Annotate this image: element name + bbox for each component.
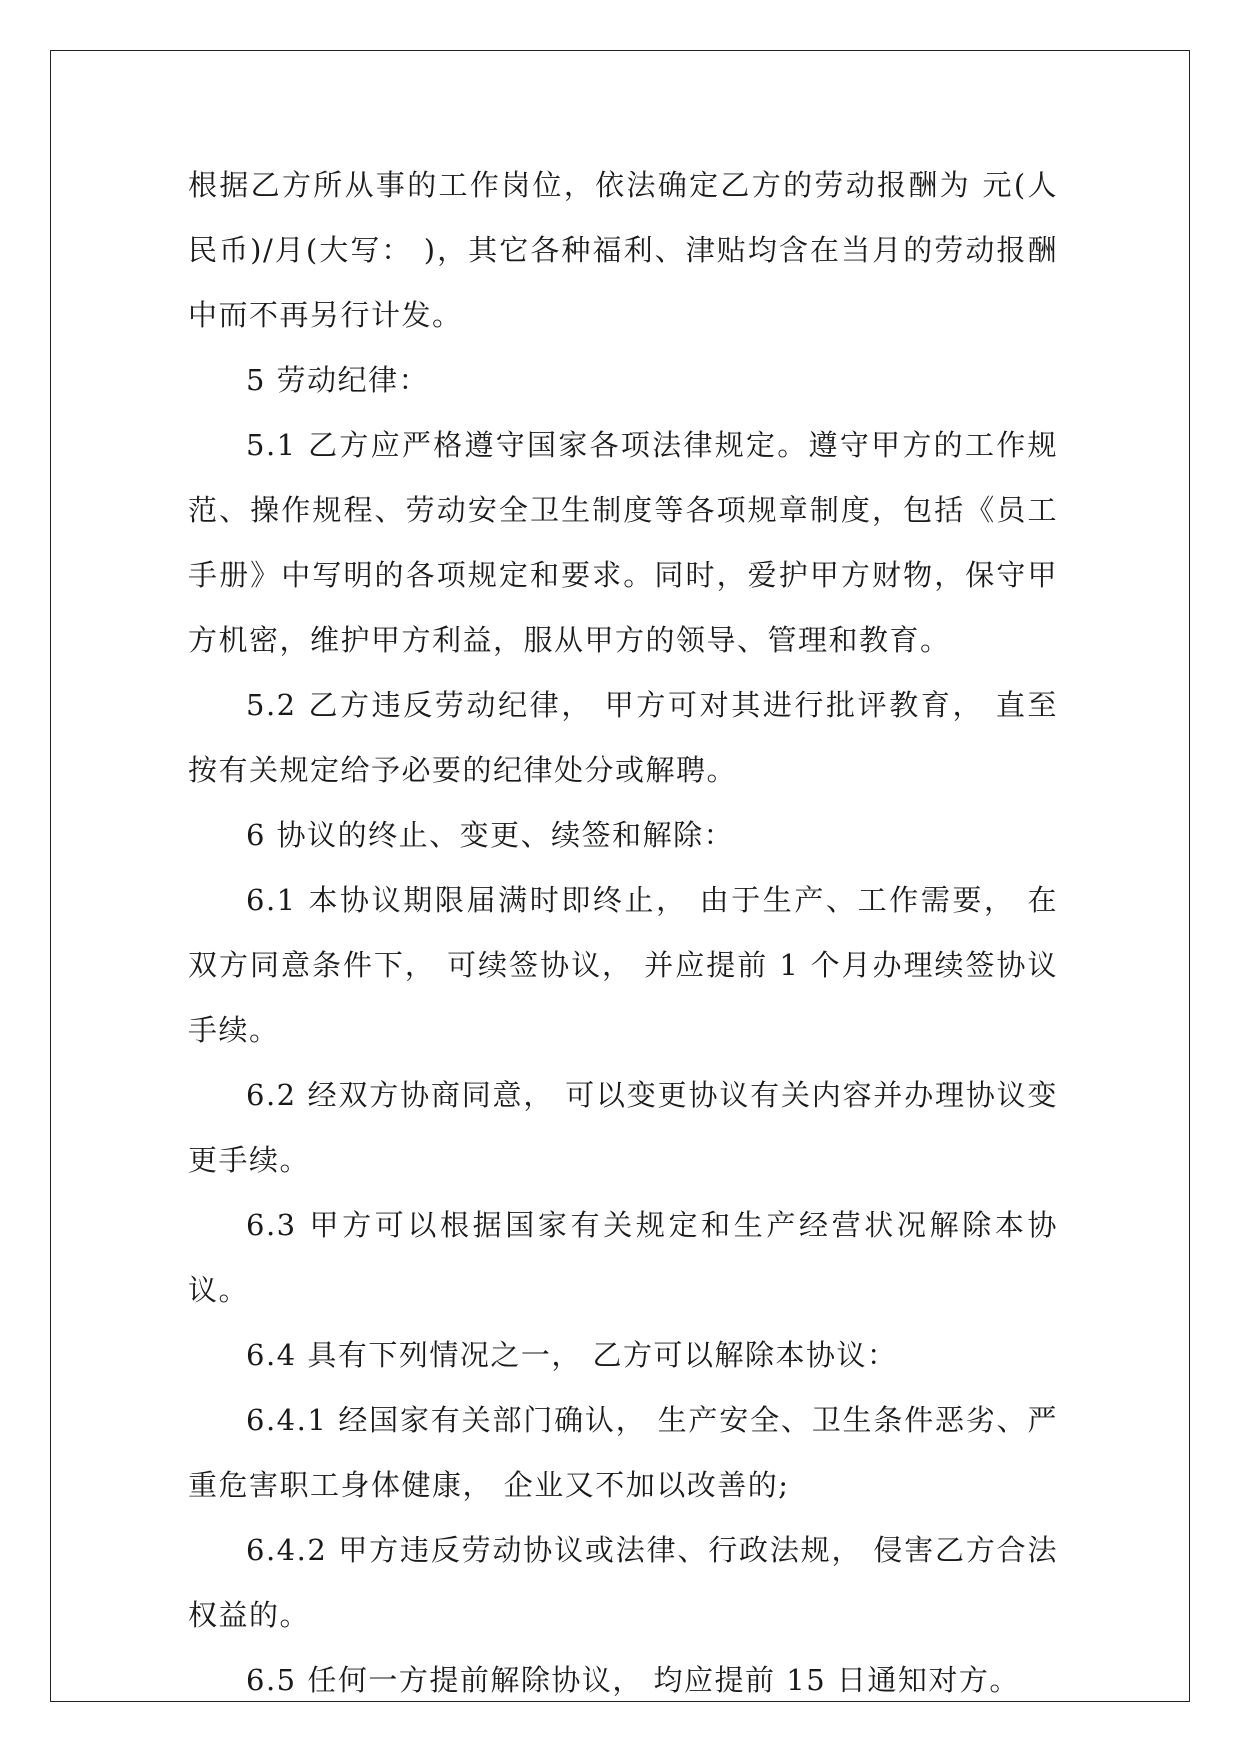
clause-5-2: 5.2 乙方违反劳动纪律， 甲方可对其进行批评教育， 直至按有关规定给予必要的纪律处分或解聘。 xyxy=(188,688,1058,787)
clause-6-4: 6.4 具有下列情况之一， 乙方可以解除本协议： xyxy=(246,1338,898,1372)
paragraph-salary: 根据乙方所从事的工作岗位，依法确定乙方的劳动报酬为 元(人民币)/月(大写： )，其它各种福利、津贴均含在当月的劳动报酬中而不再另行计发。 xyxy=(188,168,1058,332)
heading-termination: 6 协议的终止、变更、续签和解除： xyxy=(246,818,735,852)
clause-6-5: 6.5 任何一方提前解除协议， 均应提前 15 日通知对方。 xyxy=(246,1663,1020,1697)
document-body xyxy=(188,153,1058,1713)
clause-6-1: 6.1 本协议期限届满时即终止， 由于生产、工作需要， 在双方同意条件下， 可续签协议， 并应提前 1 个月办理续签协议手续。 xyxy=(188,883,1058,1047)
clause-5-1: 5.1 乙方应严格遵守国家各项法律规定。遵守甲方的工作规范、操作规程、劳动安全卫生制度等各项规章制度，包括《员工手册》中写明的各项规定和要求。同时，爱护甲方财物，保守甲方机密，维护甲方利益，服从甲方的领导、管理和教育。 xyxy=(188,428,1058,657)
clause-6-4-1: 6.4.1 经国家有关部门确认， 生产安全、卫生条件恶劣、严重危害职工身体健康， 企业又不加以改善的; xyxy=(188,1403,1058,1502)
heading-labor-discipline: 5 劳动纪律： xyxy=(246,363,430,397)
clause-6-4-2: 6.4.2 甲方违反劳动协议或法律、行政法规， 侵害乙方合法权益的。 xyxy=(188,1533,1058,1632)
clause-6-2: 6.2 经双方协商同意， 可以变更协议有关内容并办理协议变更手续。 xyxy=(188,1078,1058,1177)
clause-6-3: 6.3 甲方可以根据国家有关规定和生产经营状况解除本协议。 xyxy=(188,1208,1058,1307)
